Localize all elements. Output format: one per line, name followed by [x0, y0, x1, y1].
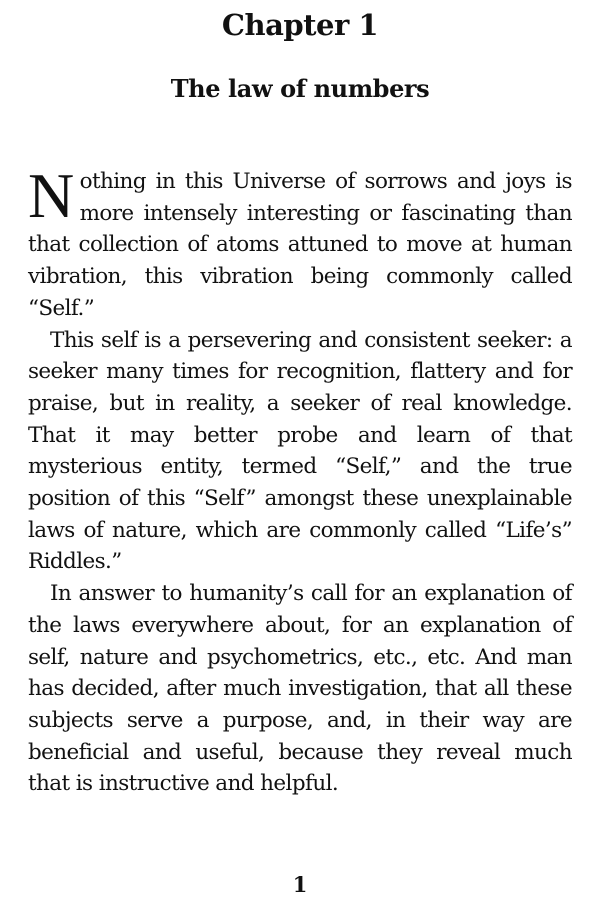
body-text: [28, 160, 572, 800]
chapter-heading: Chapter 1: [221, 8, 379, 42]
page-number: 1: [292, 872, 308, 897]
paragraph-1-text: othing in this Universe of sorrows and joys is more intensely interesting or fascinating than that collection of atoms attuned to move at human vibration, this vibration being commonly called “Self.”: [28, 169, 572, 321]
paragraph-3: In answer to humanity’s call for an explanation of the laws everywhere about, for an explanation of self, nature and psychometrics, etc., etc. And man has decided, after much investigation, that all these subjects serve a purpose, and, in their way are beneficial and useful, because they reveal much that is instructive and helpful.: [28, 581, 572, 797]
chapter-title: The law of numbers: [170, 74, 430, 103]
paragraph-1: [28, 160, 572, 325]
drop-cap: N: [28, 160, 74, 231]
paragraph-2: This self is a persevering and consistent seeker: a seeker many times for recognition, flattery and for praise, but in reality, a seeker of real knowledge. That it may better probe and learn of that mysterious entity, termed “Self,” and the true position of this “Self” amongst these unexplainable laws of nature, which are commonly called “Life’s” Riddles.”: [28, 327, 572, 575]
